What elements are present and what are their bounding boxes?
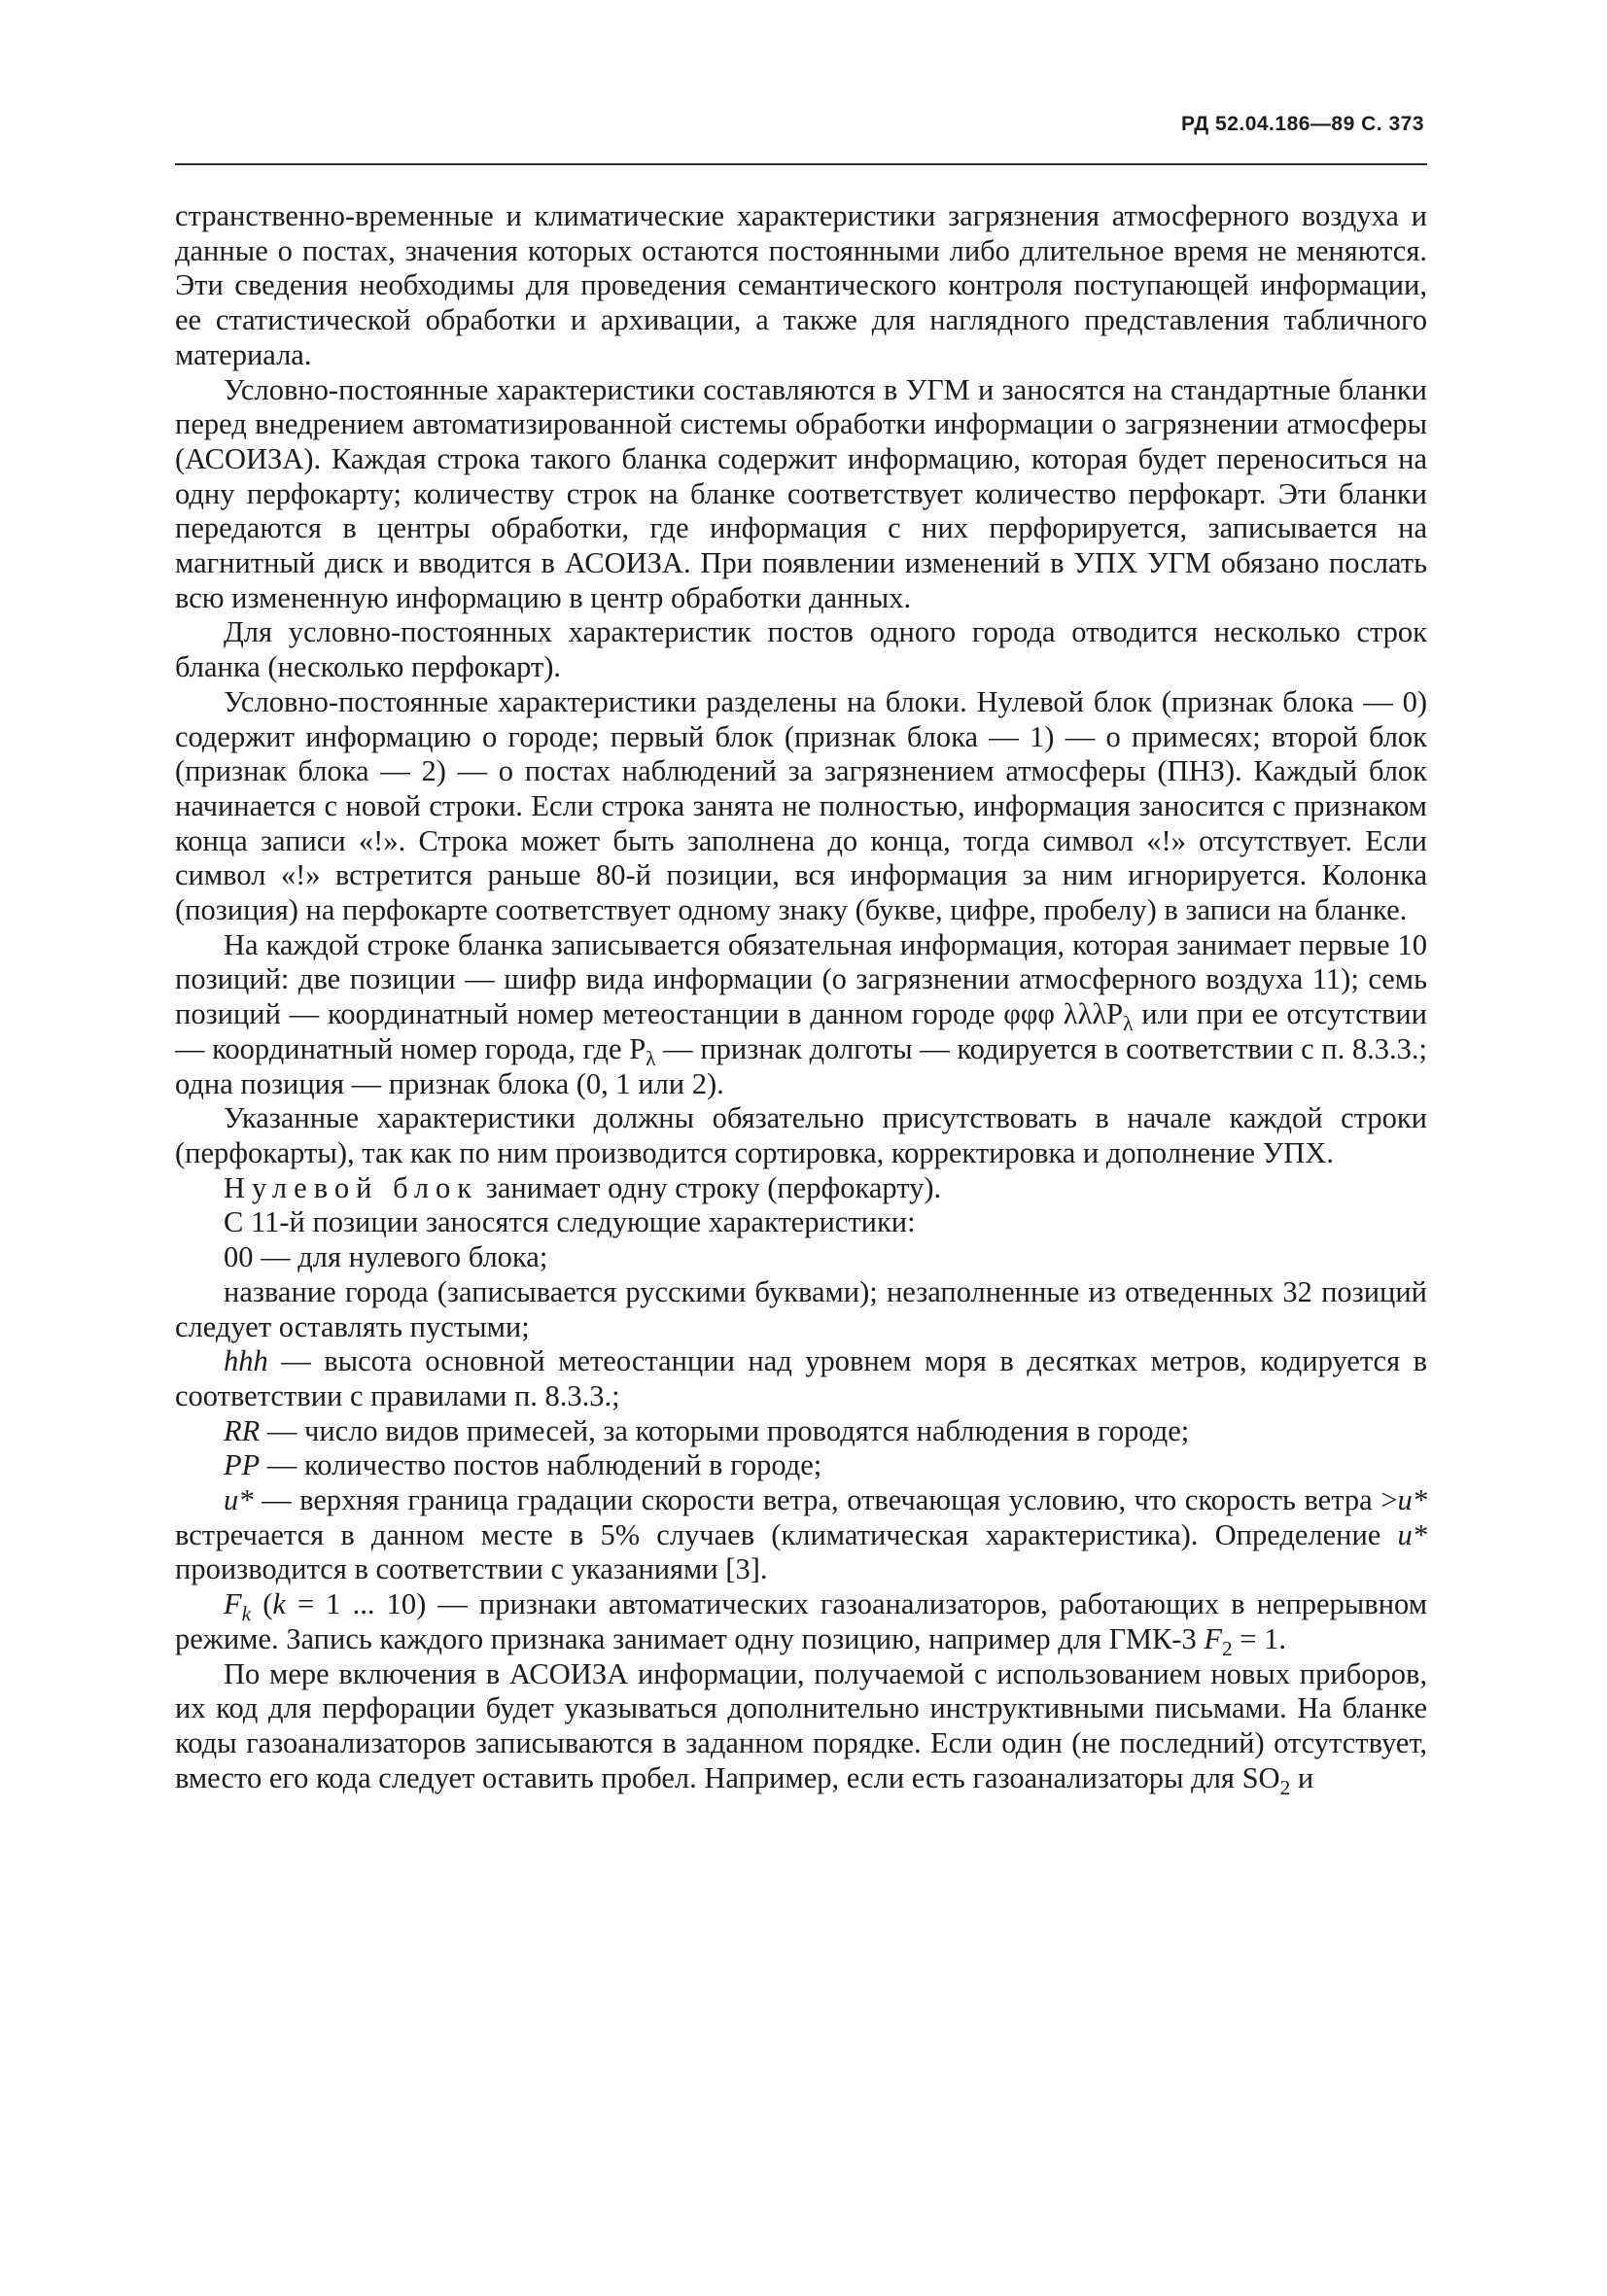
symbol-pp: PP bbox=[224, 1448, 261, 1482]
paragraph-4: Условно-постоянные характеристики разделены на блоки. Нулевой блок (признак блока — 0) содержит информацию о городе; первый блок (признак блока — 1) — о примесях; второй блок (признак блока — 2) — о постах наблюдений за загрязнением атмосферы (ПНЗ). Каждый блок начинается с новой строки. Если строка занята не полностью, информация заносится с признаком конца записи «!». Строка может быть заполнена до конца, тогда символ «!» отсутствует. Если символ «!» встретится раньше 80-й позиции, вся информация за ним игнорируется. Колонка (позиция) на перфокарте соответствует одному знаку (букве, цифре, пробелу) в записи на бланке. bbox=[175, 684, 1427, 927]
subscript-2: 2 bbox=[1279, 1775, 1291, 1799]
paragraph-15-part-b: = 1 ... 10) — признаки автоматических газоанализаторов, работающих в непрерывном режиме. Запись каждого признака занимает одну позицию, например для ГМК-3 bbox=[175, 1587, 1427, 1655]
symbol-u-star: u* bbox=[1397, 1517, 1427, 1551]
paragraph-11 bbox=[175, 1344, 1427, 1413]
lambda-subscript: λ bbox=[646, 1046, 656, 1070]
paragraph-15-part-a: ( bbox=[251, 1587, 273, 1621]
paragraph-5-part-a: На каждой строке бланка записывается обязательная информация, которая занимает первые 10 позиций: две позиции — шифр вида информации (о загрязнении атмосферного воздуха 11); семь позиций — координатный номер метеостанции в данном городе φφφ λλλP bbox=[175, 927, 1427, 1031]
spaced-term: Нулевой блок bbox=[224, 1170, 479, 1204]
symbol-hhh: hhh bbox=[224, 1344, 268, 1378]
paragraph-16 bbox=[175, 1656, 1427, 1799]
symbol-f: F bbox=[224, 1587, 242, 1621]
paragraph-9: 00 — для нулевого блока; bbox=[224, 1240, 548, 1274]
paragraph-5 bbox=[175, 928, 1427, 1102]
symbol-u-star: u* bbox=[224, 1483, 254, 1517]
paragraph-16-part-a: По мере включения в АСОИЗА информации, получаемой с использованием новых приборов, их код для перфорации будет указываться дополнительно инструктивными письмами. На бланке коды газоанализаторов записываются в заданном порядке. Если один (не последний) отсутствует, вместо его кода следует оставить пробел. Например, если есть газоанализаторы для SO bbox=[175, 1656, 1427, 1794]
paragraph-2: Условно-постоянные характеристики составляются в УГМ и заносятся на стандартные бланки перед внедрением автоматизированной системы обработки информации о загрязнении атмосферы (АСОИЗА). Каждая строка такого бланка содержит информацию, которая будет переноситься на одну перфокарту; количеству строк на бланке соответствует количество перфокарт. Эти бланки передаются в центры обработки, где информация с них перфорируется, записывается на магнитный диск и вводится в АСОИЗА. При появлении изменений в УПХ УГМ обязано послать всю измененную информацию в центр обработки данных. bbox=[175, 372, 1427, 614]
paragraph-8: С 11-й позиции заносятся следующие характеристики: bbox=[224, 1205, 916, 1239]
paragraph-14-part-b: встречается в данном месте в 5% случаев (климатическая характеристика). Определение bbox=[175, 1517, 1398, 1551]
paragraph-3: Для условно-постоянных характеристик постов одного города отводится несколько строк бланка (несколько перфокарт). bbox=[175, 615, 1427, 684]
lambda-subscript: λ bbox=[1123, 1012, 1134, 1036]
paragraph-7-rest: занимает одну строку (перфокарту). bbox=[478, 1170, 942, 1204]
paragraph-13-rest: — количество постов наблюдений в городе; bbox=[260, 1448, 822, 1482]
paragraph-12-rest: — число видов примесей, за которыми проводятся наблюдения в городе; bbox=[260, 1413, 1190, 1447]
paragraph-15 bbox=[175, 1587, 1427, 1660]
running-header: РД 52.04.186—89 С. 373 bbox=[1181, 113, 1424, 135]
paragraph-5-part-c: — признак долготы — кодируется в соответствии с п. 8.3.3.; одна позиция — признак блока (0, 1 или 2). bbox=[175, 1031, 1427, 1100]
subscript-2: 2 bbox=[1221, 1636, 1233, 1660]
paragraph-14 bbox=[175, 1483, 1427, 1587]
paragraph-6: Указанные характеристики должны обязательно присутствовать в начале каждой строки (перфокарты), так как по ним производится сортировка, корректировка и дополнение УПХ. bbox=[175, 1101, 1427, 1169]
paragraph-16-part-b: и bbox=[1290, 1760, 1314, 1794]
subscript-k: k bbox=[241, 1602, 252, 1626]
paragraph-14-part-a: — верхняя граница градации скорости ветра, отвечающая условию, что скорость ветра > bbox=[253, 1483, 1398, 1517]
paragraph-13 bbox=[175, 1448, 1427, 1483]
paragraph-14-part-c: производится в соответствии с указаниями [3]. bbox=[175, 1552, 768, 1586]
symbol-u-star: u* bbox=[1397, 1483, 1427, 1517]
paragraph-11-rest: — высота основной метеостанции над уровнем моря в десятках метров, кодируется в соответствии с правилами п. 8.3.3.; bbox=[175, 1344, 1427, 1412]
paragraph-10: название города (записывается русскими буквами); незаполненные из отведенных 32 позиций следует оставлять пустыми; bbox=[175, 1274, 1427, 1343]
body-text bbox=[175, 199, 1427, 1799]
symbol-f: F bbox=[1204, 1621, 1222, 1655]
paragraph-12 bbox=[175, 1414, 1427, 1449]
paragraph-5-part-b: или при ее отсутствии — координатный номер города, где P bbox=[175, 997, 1427, 1065]
symbol-k: k bbox=[272, 1587, 286, 1621]
paragraph-7 bbox=[175, 1171, 1427, 1206]
symbol-rr: RR bbox=[224, 1413, 261, 1447]
paragraph-15-part-c: = 1. bbox=[1232, 1621, 1286, 1655]
header-rule bbox=[175, 163, 1427, 165]
paragraph-1: странственно-временные и климатические характеристики загрязнения атмосферного воздуха и данные о постах, значения которых остаются постоянными либо длительное время не меняются. Эти сведения необходимы для проведения семантического контроля поступающей информации, ее статистической обработки и архивации, а также для наглядного представления табличного материала. bbox=[175, 199, 1427, 371]
